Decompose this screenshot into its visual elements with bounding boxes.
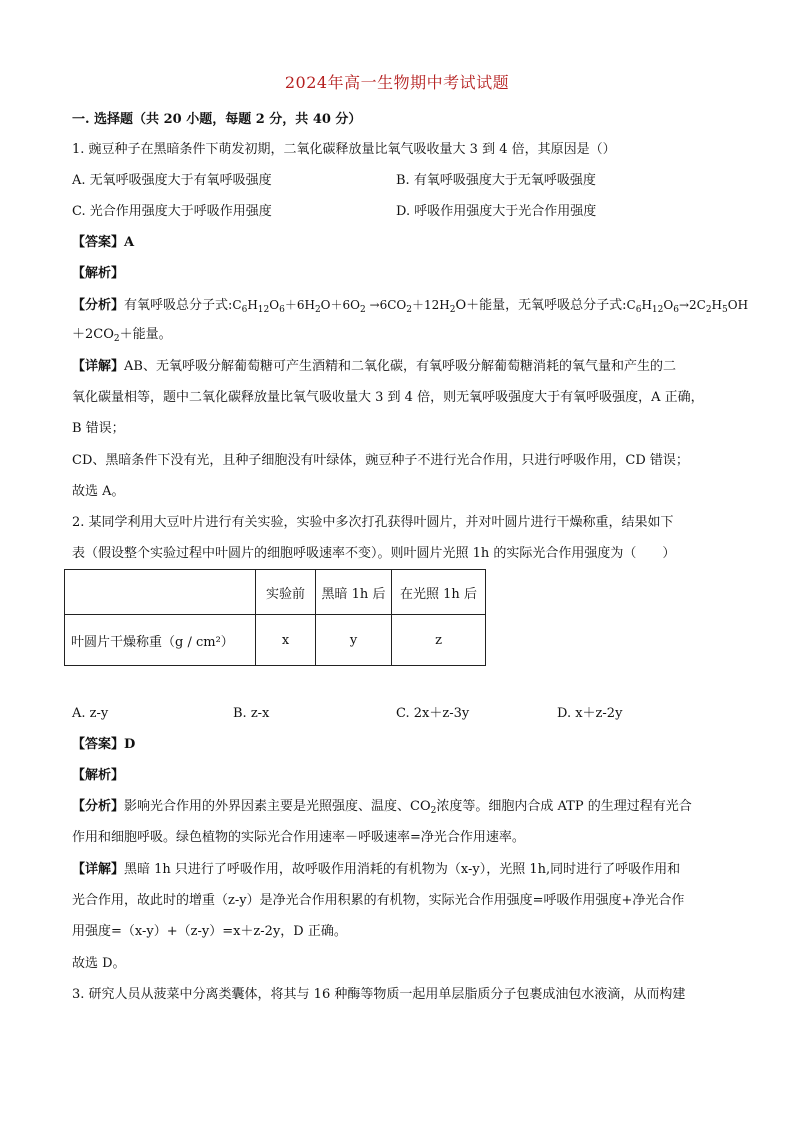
table-cell: z xyxy=(392,615,486,666)
q2-fenxi-line-2: 作用和细胞呼吸。绿色植物的实际光合作用速率－呼吸速率=净光合作用速率。 xyxy=(72,830,525,845)
q2-data-table xyxy=(64,569,486,666)
q2-xiangjie-line-3: 用强度=（x-y）+（z-y）=x＋z-2y，D 正确。 xyxy=(72,924,347,939)
q1-option-b: B. 有氧呼吸强度大于无氧呼吸强度 xyxy=(396,173,596,188)
q1-analysis-label: 【解析】 xyxy=(72,266,125,281)
q2-fenxi-line-1: 【分析】影响光合作用的外界因素主要是光照强度、温度、$CO_2$浓度等。细胞内合成 ATP 的生理过程有光合 xyxy=(72,799,692,816)
q2-stem-line-2: 表（假设整个实验过程中叶圆片的细胞呼吸速率不变）。则叶圆片光照 1h 的实际光合作用强度为（ ） xyxy=(72,546,676,561)
fenxi-tag: 【分析】 xyxy=(72,298,125,313)
document-title: 2024年高一生物期中考试试题 xyxy=(284,73,510,92)
q1-stem: 1. 豌豆种子在黑暗条件下萌发初期，二氧化碳释放量比氧气吸收量大 3 到 4 倍，其原因是（） xyxy=(72,142,616,157)
table-cell: y xyxy=(316,615,392,666)
section-heading: 一. 选择题（共 20 小题，每题 2 分，共 40 分） xyxy=(72,112,362,127)
table-header: 黑暗 1h 后 xyxy=(316,570,392,615)
q1-xiangjie-line-5: 故选 A。 xyxy=(72,484,125,499)
q2-xiangjie-line-1: 【详解】黑暗 1h 只进行了呼吸作用，故呼吸作用消耗的有机物为（x-y），光照 1h,同时进行了呼吸作用和 xyxy=(72,862,681,877)
q1-fenxi-line-1: 【分析】有氧呼吸总分子式$:C_6H_{12}O_6+6H_2O+6O_2 \to 6CO_2+12H_2O+$能量，无氧呼吸总分子式$:C_6H_{12}O_6\to 2C_2H_5OH$ xyxy=(72,298,749,315)
fenxi-text: 有氧呼吸总分子式: xyxy=(124,298,233,313)
q2-analysis-label: 【解析】 xyxy=(72,768,125,783)
q1-xiangjie-line-4: CD、黑暗条件下没有光，且种子细胞没有叶绿体，豌豆种子不进行光合作用，只进行呼吸作用，CD 错误； xyxy=(72,453,689,468)
q1-answer: 【答案】A xyxy=(72,235,135,250)
aerobic-equation: $C_6H_{12}O_6+6H_2O+6O_2 \to 6CO_2+12H_2$ xyxy=(232,298,456,315)
table-row-label: 叶圆片干燥称重（g / cm²） xyxy=(65,615,256,666)
q1-option-c: C. 光合作用强度大于呼吸作用强度 xyxy=(72,204,272,219)
q1-option-a: A. 无氧呼吸强度大于有氧呼吸强度 xyxy=(72,173,272,188)
q2-xiangjie-line-4: 故选 D。 xyxy=(72,956,126,971)
fenxi-tag: 【分析】 xyxy=(72,799,125,814)
q2-option-d: D. x＋z-2y xyxy=(557,706,623,721)
q2-option-b: B. z-x xyxy=(233,706,270,721)
table-header: 实验前 xyxy=(256,570,316,615)
q2-option-a: A. z-y xyxy=(72,706,109,721)
q2-stem-line-1: 2. 某同学利用大豆叶片进行有关实验，实验中多次打孔获得叶圆片，并对叶圆片进行干燥称重，结果如下 xyxy=(72,515,674,530)
q1-xiangjie-line-1: 【详解】AB、无氧呼吸分解葡萄糖可产生酒精和二氧化碳，有氧呼吸分解葡萄糖消耗的氧气量和产生的二 xyxy=(72,359,676,374)
q1-xiangjie-line-3: B 错误； xyxy=(72,421,125,436)
q2-xiangjie-line-2: 光合作用，故此时的增重（z-y）是净光合作用积累的有机物，实际光合作用强度=呼吸作用强度+净光合作 xyxy=(72,893,685,908)
xiangjie-tag: 【详解】 xyxy=(72,359,125,374)
table-cell: x xyxy=(256,615,316,666)
q1-option-d: D. 呼吸作用强度大于光合作用强度 xyxy=(396,204,597,219)
q1-fenxi-line-2: $+2CO_2+$能量。 xyxy=(72,327,172,344)
anaerobic-equation: $C_6H_{12}O_6\to 2C_2H_5OH$ xyxy=(626,298,749,315)
table-header: 在光照 1h 后 xyxy=(392,570,486,615)
table-corner-cell xyxy=(65,570,256,615)
q2-answer: 【答案】D xyxy=(72,737,136,752)
xiangjie-tag: 【详解】 xyxy=(72,862,125,877)
q3-stem-line-1: 3. 研究人员从菠菜中分离类囊体，将其与 16 种酶等物质一起用单层脂质分子包裹成油包水液滴，从而构建 xyxy=(72,987,686,1002)
q2-option-c: C. 2x＋z-3y xyxy=(396,706,470,721)
q1-xiangjie-line-2: 氧化碳量相等，题中二氧化碳释放量比氧气吸收量大 3 到 4 倍，则无氧呼吸强度大于有氧呼吸强度，A 正确， xyxy=(72,390,704,405)
